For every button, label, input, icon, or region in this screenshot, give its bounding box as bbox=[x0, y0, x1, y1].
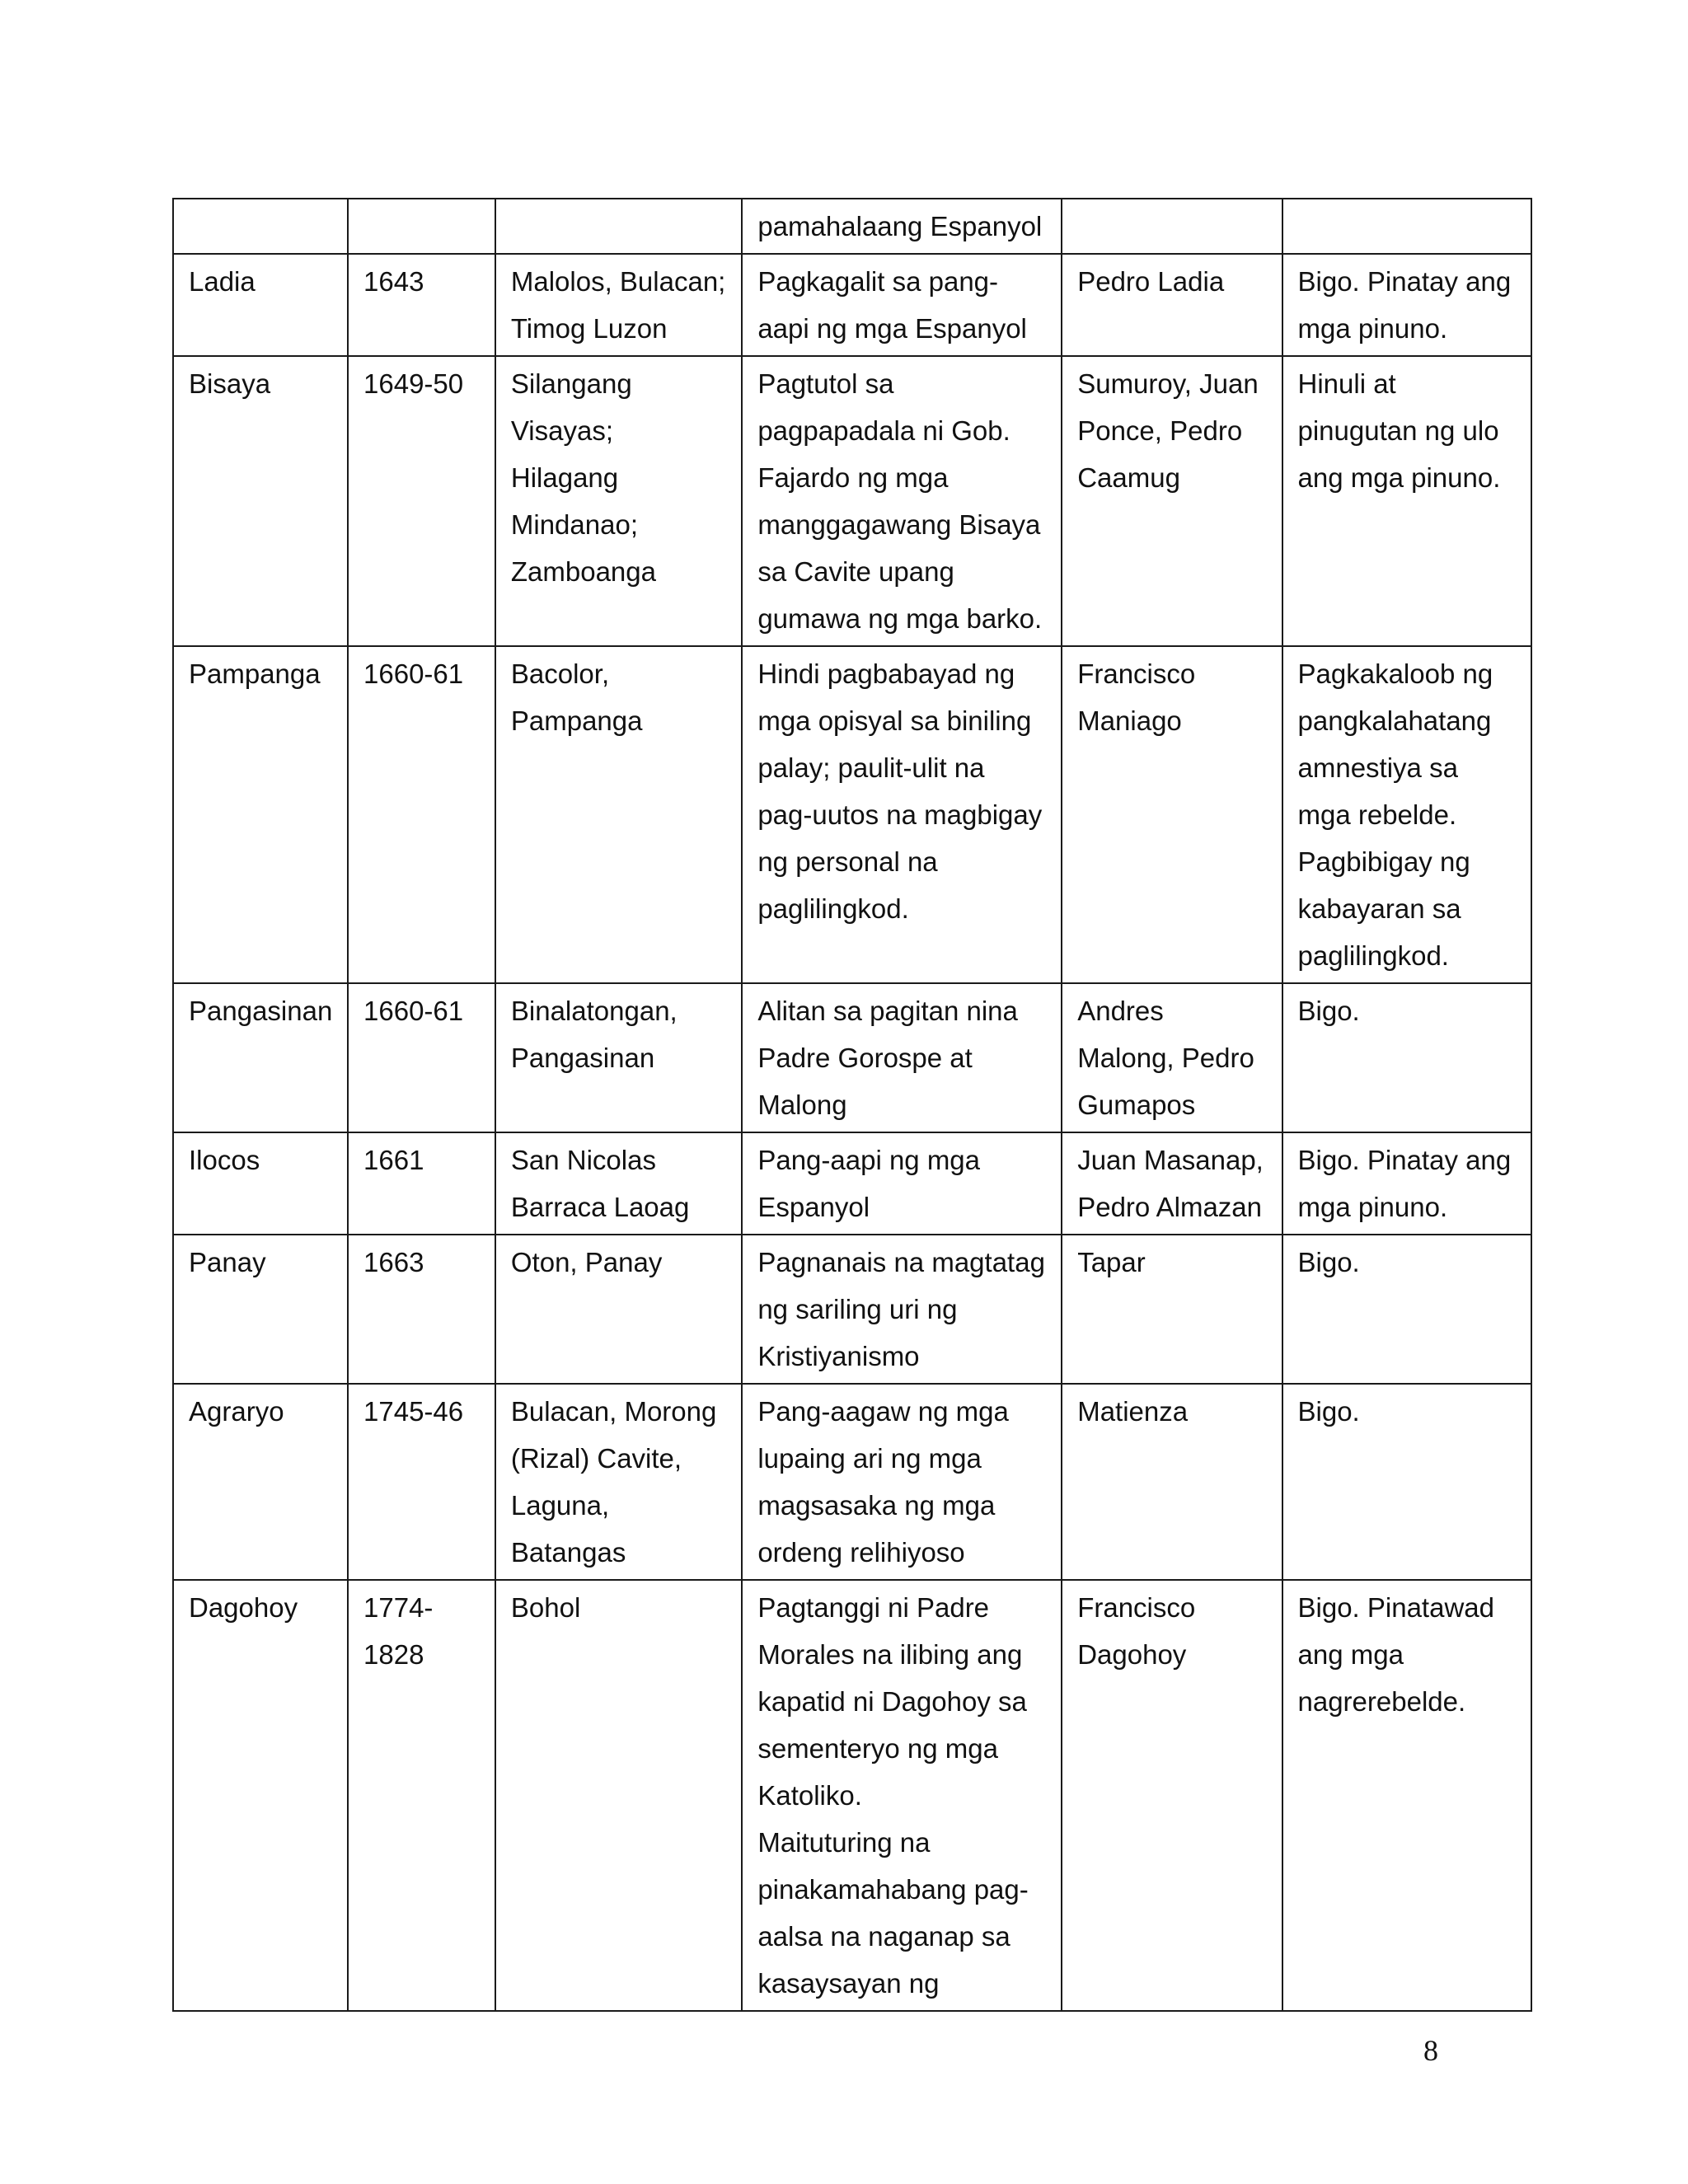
cell-text-line: ang mga pinuno. bbox=[1297, 462, 1501, 493]
cell-text-line: pangkalahatang bbox=[1297, 705, 1492, 736]
cell-text-line: Bigo. bbox=[1297, 996, 1360, 1026]
revolt-name-cell bbox=[173, 356, 348, 646]
table-body bbox=[173, 199, 1531, 2011]
cell-text-line: Fajardo ng mga bbox=[757, 462, 949, 493]
year-cell bbox=[348, 1132, 495, 1235]
table-row bbox=[173, 646, 1531, 983]
cell-text-line: Tapar bbox=[1077, 1247, 1146, 1277]
place-cell bbox=[495, 646, 742, 983]
cell-text-line: Pangasinan bbox=[189, 996, 333, 1026]
cause-cell bbox=[742, 1384, 1062, 1580]
place-cell bbox=[495, 1235, 742, 1384]
cell-text-line: Laguna, bbox=[510, 1490, 610, 1521]
result-cell bbox=[1282, 983, 1532, 1132]
cell-text-line: Pagbibigay ng bbox=[1297, 846, 1470, 877]
leader-cell bbox=[1062, 1235, 1282, 1384]
cause-cell bbox=[742, 1580, 1062, 2011]
cell-text-line: kasaysayan ng bbox=[757, 1968, 940, 1999]
leader-cell bbox=[1062, 1132, 1282, 1235]
cell-text-line: Ladia bbox=[189, 266, 256, 297]
cell-text-line: Batangas bbox=[510, 1537, 626, 1568]
cell-text-line: Malolos, Bulacan; bbox=[510, 266, 726, 297]
cell-text-line: Bigo. Pinatawad bbox=[1297, 1592, 1494, 1623]
table-row bbox=[173, 254, 1531, 356]
cell-text-line: Pedro Ladia bbox=[1077, 266, 1225, 297]
cell-text-line: Pang-aapi ng mga bbox=[757, 1145, 981, 1175]
revolt-name-cell bbox=[173, 1580, 348, 2011]
revolt-name-cell bbox=[173, 1235, 348, 1384]
cell-text-line: Pampanga bbox=[189, 658, 321, 689]
cell-text-line: Padre Gorospe at bbox=[757, 1043, 973, 1073]
place-cell bbox=[495, 356, 742, 646]
cell-text-line: Sumuroy, Juan bbox=[1077, 368, 1259, 399]
leader-cell bbox=[1062, 356, 1282, 646]
cell-text-line: 1663 bbox=[363, 1247, 424, 1277]
cell-text-line: manggagawang Bisaya bbox=[757, 509, 1041, 540]
cause-cell bbox=[742, 983, 1062, 1132]
cell-text-line: Bisaya bbox=[189, 368, 271, 399]
cell-text-line: Francisco bbox=[1077, 658, 1196, 689]
cause-cell bbox=[742, 254, 1062, 356]
cell-text-line: ang mga bbox=[1297, 1639, 1404, 1670]
year-cell bbox=[348, 254, 495, 356]
cell-text-line: Pagtutol sa bbox=[757, 368, 894, 399]
place-cell bbox=[495, 1384, 742, 1580]
cell-text-line: paglilingkod. bbox=[1297, 940, 1449, 971]
cell-text-line: gumawa ng mga barko. bbox=[757, 603, 1043, 634]
cell-text-line: Bigo. bbox=[1297, 1247, 1360, 1277]
revolts-table bbox=[172, 198, 1532, 2012]
revolt-name-cell bbox=[173, 1132, 348, 1235]
cell-text-line: Maniago bbox=[1077, 705, 1182, 736]
cell-text-line: Juan Masanap, bbox=[1077, 1145, 1264, 1175]
cell-text-line: Agraryo bbox=[189, 1396, 284, 1427]
cell-text-line: Malong, Pedro bbox=[1077, 1043, 1254, 1073]
place-cell bbox=[495, 1132, 742, 1235]
cell-text-line: Barraca Laoag bbox=[510, 1192, 690, 1222]
cell-text-line: Pagkakaloob ng bbox=[1297, 658, 1493, 689]
year-cell bbox=[348, 646, 495, 983]
cell-text-line: Hinuli at bbox=[1297, 368, 1396, 399]
cell-text-line: Bulacan, Morong bbox=[510, 1396, 717, 1427]
result-cell bbox=[1282, 356, 1532, 646]
year-cell bbox=[348, 983, 495, 1132]
result-cell bbox=[1282, 254, 1532, 356]
cell-text-line: Timog Luzon bbox=[510, 313, 668, 344]
cell-text-line: 1828 bbox=[363, 1639, 424, 1670]
cell-text-line: Espanyol bbox=[757, 1192, 870, 1222]
cause-cell bbox=[742, 356, 1062, 646]
leader-cell bbox=[1062, 199, 1282, 254]
cell-text-line: aalsa na naganap sa bbox=[757, 1921, 1010, 1952]
cell-text-line: ordeng relihiyoso bbox=[757, 1537, 965, 1568]
year-cell bbox=[348, 1235, 495, 1384]
cell-text-line: Ponce, Pedro bbox=[1077, 415, 1243, 446]
revolt-name-cell bbox=[173, 983, 348, 1132]
cell-text-line: pagpapadala ni Gob. bbox=[757, 415, 1010, 446]
cell-text-line: Pangasinan bbox=[510, 1043, 655, 1073]
leader-cell bbox=[1062, 646, 1282, 983]
cell-text-line: 1660-61 bbox=[363, 658, 464, 689]
cell-text-line: 1643 bbox=[363, 266, 424, 297]
table-row bbox=[173, 1384, 1531, 1580]
cell-text-line: Bigo. bbox=[1297, 1396, 1360, 1427]
revolt-name-cell bbox=[173, 1384, 348, 1580]
page-number: 8 bbox=[1423, 2034, 1438, 2067]
year-cell bbox=[348, 199, 495, 254]
cell-text-line: mga pinuno. bbox=[1297, 313, 1448, 344]
cell-text-line: sa Cavite upang bbox=[757, 556, 954, 587]
table-row bbox=[173, 1580, 1531, 2011]
cell-text-line: Kristiyanismo bbox=[757, 1341, 920, 1371]
cell-text-line: (Rizal) Cavite, bbox=[510, 1443, 682, 1474]
cell-text-line: Binalatongan, bbox=[510, 996, 678, 1026]
cell-text-line: Matienza bbox=[1077, 1396, 1189, 1427]
revolt-name-cell bbox=[173, 646, 348, 983]
cell-text-line: Francisco bbox=[1077, 1592, 1196, 1623]
cell-text-line: Pang-aagaw ng mga bbox=[757, 1396, 1009, 1427]
cell-text-line: 1745-46 bbox=[363, 1396, 464, 1427]
cell-text-line: Caamug bbox=[1077, 462, 1180, 493]
cell-text-line: kabayaran sa bbox=[1297, 893, 1461, 924]
place-cell bbox=[495, 199, 742, 254]
cell-text-line: magsasaka ng mga bbox=[757, 1490, 996, 1521]
cell-text-line: Bacolor, bbox=[510, 658, 610, 689]
place-cell bbox=[495, 983, 742, 1132]
cell-text-line: paglilingkod. bbox=[757, 893, 909, 924]
result-cell bbox=[1282, 1384, 1532, 1580]
cell-text-line: pinugutan ng ulo bbox=[1297, 415, 1499, 446]
cell-text-line: Silangang bbox=[510, 368, 632, 399]
result-cell bbox=[1282, 646, 1532, 983]
leader-cell bbox=[1062, 1384, 1282, 1580]
cell-text-line: Visayas; bbox=[510, 415, 613, 446]
cell-text-line: Hindi pagbabayad ng bbox=[757, 658, 1015, 689]
cell-text-line: Bigo. Pinatay ang bbox=[1297, 1145, 1512, 1175]
cell-text-line: Katoliko. bbox=[757, 1780, 862, 1811]
cell-text-line: San Nicolas bbox=[510, 1145, 656, 1175]
cell-text-line: pag-uutos na magbigay bbox=[757, 799, 1043, 830]
leader-cell bbox=[1062, 254, 1282, 356]
result-cell bbox=[1282, 199, 1532, 254]
cell-text-line: lupaing ari ng mga bbox=[757, 1443, 982, 1474]
cell-text-line: Maituturing na bbox=[757, 1827, 931, 1858]
cell-text-line: Morales na ilibing ang bbox=[757, 1639, 1023, 1670]
leader-cell bbox=[1062, 983, 1282, 1132]
cell-text-line: mga pinuno. bbox=[1297, 1192, 1448, 1222]
cell-text-line: Hilagang bbox=[510, 462, 619, 493]
cell-text-line: Pampanga bbox=[510, 705, 643, 736]
table-row bbox=[173, 356, 1531, 646]
cause-cell bbox=[742, 646, 1062, 983]
table-row bbox=[173, 199, 1531, 254]
cell-text-line: Zamboanga bbox=[510, 556, 656, 587]
cell-text-line: Dagohoy bbox=[1077, 1639, 1187, 1670]
cell-text-line: Gumapos bbox=[1077, 1090, 1196, 1120]
cell-text-line: kapatid ni Dagohoy sa bbox=[757, 1686, 1027, 1717]
year-cell bbox=[348, 356, 495, 646]
cell-text-line: 1660-61 bbox=[363, 996, 464, 1026]
result-cell bbox=[1282, 1235, 1532, 1384]
table-row bbox=[173, 1132, 1531, 1235]
cell-text-line: sementeryo ng mga bbox=[757, 1733, 998, 1764]
cell-text-line: mga opisyal sa biniling bbox=[757, 705, 1032, 736]
cell-text-line: pamahalaang Espanyol bbox=[757, 211, 1043, 241]
cell-text-line: Pedro Almazan bbox=[1077, 1192, 1263, 1222]
cell-text-line: 1649-50 bbox=[363, 368, 464, 399]
cell-text-line: 1661 bbox=[363, 1145, 424, 1175]
cell-text-line: pinakamahabang pag- bbox=[757, 1874, 1029, 1905]
place-cell bbox=[495, 254, 742, 356]
cell-text-line: Panay bbox=[189, 1247, 266, 1277]
table-row bbox=[173, 983, 1531, 1132]
revolt-name-cell bbox=[173, 254, 348, 356]
result-cell bbox=[1282, 1132, 1532, 1235]
revolt-name-cell bbox=[173, 199, 348, 254]
cell-text-line: Andres bbox=[1077, 996, 1164, 1026]
cause-cell bbox=[742, 1132, 1062, 1235]
cell-text-line: Malong bbox=[757, 1090, 847, 1120]
cell-text-line: Ilocos bbox=[189, 1145, 260, 1175]
result-cell bbox=[1282, 1580, 1532, 2011]
cell-text-line: ng sariling uri ng bbox=[757, 1294, 958, 1324]
cell-text-line: mga rebelde. bbox=[1297, 799, 1457, 830]
cell-text-line: aapi ng mga Espanyol bbox=[757, 313, 1027, 344]
cell-text-line: Oton, Panay bbox=[510, 1247, 663, 1277]
cell-text-line: Bohol bbox=[510, 1592, 581, 1623]
cell-text-line: ng personal na bbox=[757, 846, 938, 877]
cell-text-line: amnestiya sa bbox=[1297, 752, 1458, 783]
cause-cell bbox=[742, 199, 1062, 254]
cell-text-line: Pagnanais na magtatag bbox=[757, 1247, 1045, 1277]
cell-text-line: 1774- bbox=[363, 1592, 434, 1623]
cell-text-line: Mindanao; bbox=[510, 509, 638, 540]
cell-text-line: Alitan sa pagitan nina bbox=[757, 996, 1018, 1026]
place-cell bbox=[495, 1580, 742, 2011]
year-cell bbox=[348, 1580, 495, 2011]
cell-text-line: palay; paulit-ulit na bbox=[757, 752, 985, 783]
cell-text-line: Dagohoy bbox=[189, 1592, 298, 1623]
leader-cell bbox=[1062, 1580, 1282, 2011]
cause-cell bbox=[742, 1235, 1062, 1384]
cell-text-line: Bigo. Pinatay ang bbox=[1297, 266, 1512, 297]
year-cell bbox=[348, 1384, 495, 1580]
cell-text-line: Pagkagalit sa pang- bbox=[757, 266, 999, 297]
cell-text-line: Pagtanggi ni Padre bbox=[757, 1592, 990, 1623]
table-row bbox=[173, 1235, 1531, 1384]
cell-text-line: nagrerebelde. bbox=[1297, 1686, 1466, 1717]
